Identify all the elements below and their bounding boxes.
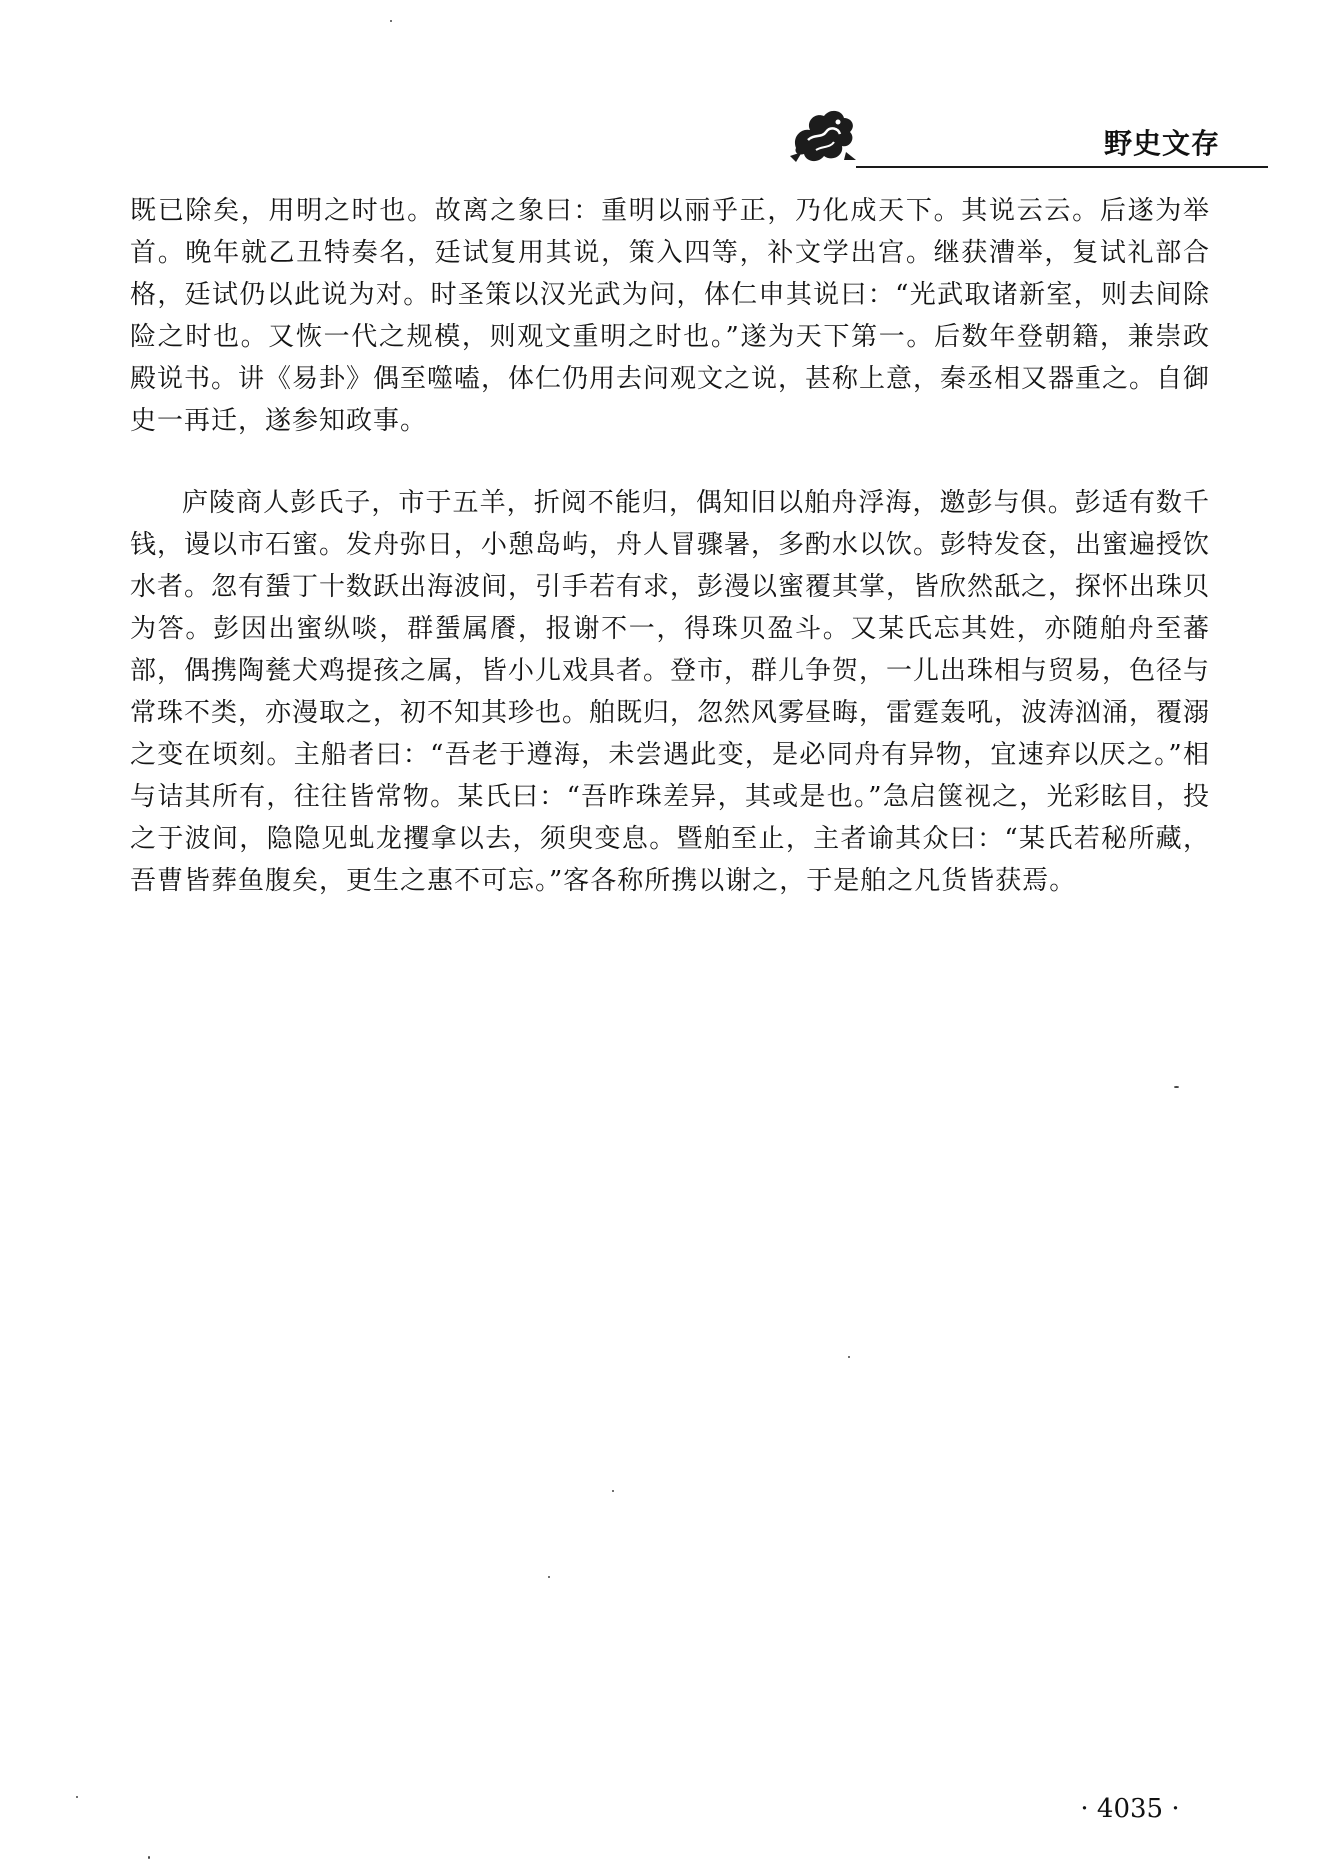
scan-speck	[548, 1576, 550, 1578]
scan-speck	[76, 1796, 78, 1798]
running-header	[762, 104, 1220, 170]
dragon-emblem-icon	[786, 104, 858, 170]
paragraph-continued: 既已除矣，用明之时也。故离之象曰：重明以丽乎正，乃化成天下。其说云云。后遂为举首。晚年就乙丑特奏名，廷试复用其说，策入四等，补文学出宫。继获漕举，复试礼部合格，廷试仍以此说为对。时圣策以汉光武为问，体仁申其说曰：“光武取诸新室，则去间除险之时也。又恢一代之规模，则观文重明之时也。”遂为天下第一。后数年登朝籍，兼崇政殿说书。讲《易卦》偶至噬嗑，体仁仍用去问观文之说，甚称上意，秦丞相又器重之。自御史一再迁，遂参知政事。	[130, 196, 1211, 436]
header-rule	[856, 166, 1268, 168]
paragraph: 庐陵商人彭氏子，市于五羊，折阅不能归，偶知旧以舶舟浮海，邀彭与俱。彭适有数千钱，谩以市石蜜。发舟弥日，小憩岛屿，舟人冒骤暑，多酌水以饮。彭特发奁，出蜜遍授饮水者。忽有蜑丁十数跃出海波间，引手若有求，彭漫以蜜覆其掌，皆欣然舐之，探怀出珠贝为答。彭因出蜜纵啖，群蜑属餍，报谢不一，得珠贝盈斗。又某氏忘其姓，亦随舶舟至蕃部，偶携陶甆犬鸡提孩之属，皆小儿戏具者。登市，群儿争贺，一儿出珠相与贸易，色径与常珠不类，亦漫取之，初不知其珍也。舶既归，忽然风雾昼晦，雷霆轰吼，波涛汹涌，覆溺之变在顷刻。主船者曰：“吾老于遵海，未尝遇此变，是必同舟有异物，宜速弃以厌之。”相与诘其所有，往往皆常物。某氏曰：“吾昨珠差异，其或是也。”急启箧视之，光彩眩目，投之于波间，隐隐见虬龙攫拿以去，须臾变息。暨舶至止，主者谕其众曰：“某氏若秘所藏，吾曹皆葬鱼腹矣，更生之惠不可忘。”客各称所携以谢之，于是舶之凡货皆获焉。	[130, 488, 1211, 896]
running-header-title: 野史文存	[1103, 127, 1220, 160]
scan-speck	[390, 20, 392, 22]
scan-speck	[612, 1490, 614, 1492]
scan-speck	[148, 1856, 150, 1859]
scan-speck	[1174, 1086, 1179, 1088]
body-text	[130, 190, 1210, 902]
scan-speck	[848, 1356, 850, 1358]
page-number: · 4035 ·	[1080, 1794, 1180, 1824]
